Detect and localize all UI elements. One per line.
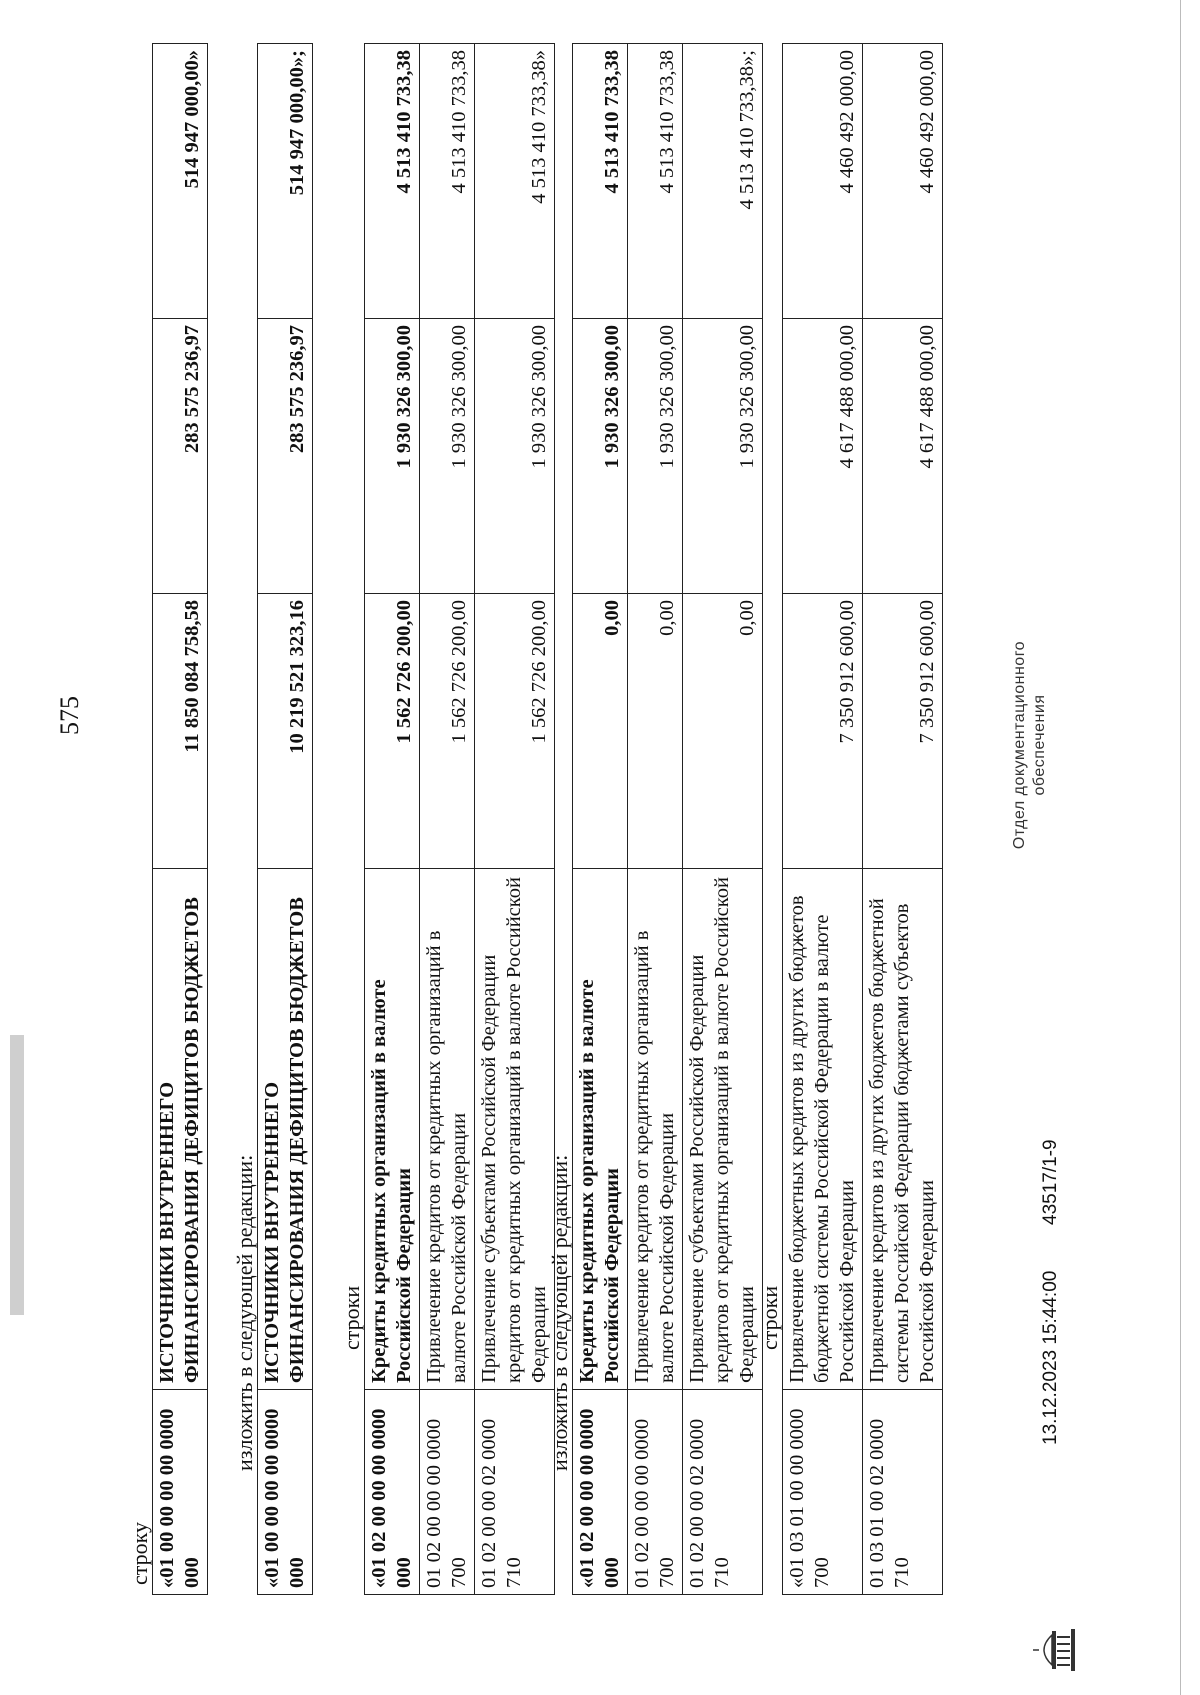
source-name-cell: Кредиты кредитных организаций в валюте Российской Федерации bbox=[573, 869, 628, 1390]
amount-2024-cell: 0,00 bbox=[573, 594, 628, 869]
amount-2024-cell: 7 350 912 600,00 bbox=[863, 594, 943, 869]
table-row bbox=[420, 44, 475, 1595]
amount-2024-cell: 1 562 726 200,00 bbox=[365, 594, 420, 869]
source-name-cell: Привлечение кредитов из других бюджетов бюджетной системы Российской Федерации бюджетами субъектов Российской Федерации bbox=[863, 869, 943, 1390]
table-row bbox=[365, 44, 420, 1595]
budget-code-cell: «01 03 01 00 00 0000 700 bbox=[783, 1390, 863, 1595]
table-row bbox=[783, 44, 863, 1595]
budget-code-cell: «01 00 00 00 00 0000 000 bbox=[153, 1390, 208, 1595]
table-budget-credits bbox=[782, 43, 943, 1595]
amount-2026-cell: 4 460 492 000,00 bbox=[783, 44, 863, 319]
budget-code-cell: 01 02 00 00 02 0000 710 bbox=[475, 1390, 555, 1595]
table-row bbox=[258, 44, 313, 1595]
amount-2024-cell: 0,00 bbox=[683, 594, 763, 869]
table-original-credits bbox=[364, 43, 555, 1595]
table-new-sources bbox=[257, 43, 313, 1595]
stamp-line-1: Отдел документационного bbox=[1011, 640, 1028, 850]
budget-code-cell: 01 03 01 00 02 0000 710 bbox=[863, 1390, 943, 1595]
amount-2024-cell: 1 562 726 200,00 bbox=[475, 594, 555, 869]
source-name-cell: Кредиты кредитных организаций в валюте Российской Федерации bbox=[365, 869, 420, 1390]
table-original-sources bbox=[152, 43, 208, 1595]
source-name-cell: ИСТОЧНИКИ ВНУТРЕННЕГО ФИНАНСИРОВАНИЯ ДЕФИЦИТОВ БЮДЖЕТОВ bbox=[153, 869, 208, 1390]
budget-code-cell: «01 02 00 00 00 0000 000 bbox=[365, 1390, 420, 1595]
table-row bbox=[153, 44, 208, 1595]
amount-2024-cell: 10 219 521 323,16 bbox=[258, 594, 313, 869]
source-name-cell: ИСТОЧНИКИ ВНУТРЕННЕГО ФИНАНСИРОВАНИЯ ДЕФИЦИТОВ БЮДЖЕТОВ bbox=[258, 869, 313, 1390]
source-name-cell: Привлечение бюджетных кредитов из других бюджетов бюджетной системы Российской Федерации в валюте Российской Федерации bbox=[783, 869, 863, 1390]
source-name-cell: Привлечение кредитов от кредитных организаций в валюте Российской Федерации bbox=[628, 869, 683, 1390]
phrase-stroki-1: строки bbox=[339, 1285, 364, 1350]
phrase-stroku: строку bbox=[127, 1521, 152, 1585]
source-name-cell: Привлечение кредитов от кредитных организаций в валюте Российской Федерации bbox=[420, 869, 475, 1390]
amount-2024-cell: 0,00 bbox=[628, 594, 683, 869]
budget-code-cell: 01 02 00 00 00 0000 700 bbox=[420, 1390, 475, 1595]
table-row bbox=[628, 44, 683, 1595]
department-stamp bbox=[1010, 595, 1050, 895]
amount-2025-cell: 4 617 488 000,00 bbox=[863, 319, 943, 594]
amount-2025-cell: 283 575 236,97 bbox=[258, 319, 313, 594]
table-new-credits bbox=[572, 43, 763, 1595]
budget-code-cell: «01 02 00 00 00 0000 000 bbox=[573, 1390, 628, 1595]
amount-2024-cell: 11 850 084 758,58 bbox=[153, 594, 208, 869]
duma-building-logo-icon bbox=[1030, 1625, 1080, 1675]
scan-edge-line bbox=[1180, 0, 1181, 1695]
source-name-cell: Привлечение субъектами Российской Федерации кредитов от кредитных организаций в валюте Российской Федерации bbox=[475, 869, 555, 1390]
source-name-cell: Привлечение субъектами Российской Федерации кредитов от кредитных организаций в валюте Российской Федерации bbox=[683, 869, 763, 1390]
amount-2026-cell: 4 513 410 733,38 bbox=[628, 44, 683, 319]
stamp-line-2: обеспечения bbox=[1031, 694, 1048, 796]
table-row bbox=[863, 44, 943, 1595]
phrase-stroki-2: строки bbox=[757, 1285, 782, 1350]
amount-2026-cell: 4 513 410 733,38»; bbox=[683, 44, 763, 319]
budget-code-cell: «01 00 00 00 00 0000 000 bbox=[258, 1390, 313, 1595]
table-row bbox=[475, 44, 555, 1595]
budget-code-cell: 01 02 00 00 02 0000 710 bbox=[683, 1390, 763, 1595]
budget-code-cell: 01 02 00 00 00 0000 700 bbox=[628, 1390, 683, 1595]
amount-2026-cell: 514 947 000,00»; bbox=[258, 44, 313, 319]
page-number: 575 bbox=[55, 696, 84, 735]
amount-2025-cell: 1 930 326 300,00 bbox=[628, 319, 683, 594]
phrase-izlozhit-2: изложить в следующей редакции: bbox=[547, 1154, 572, 1471]
amount-2026-cell: 4 513 410 733,38 bbox=[573, 44, 628, 319]
amount-2026-cell: 4 513 410 733,38 bbox=[365, 44, 420, 319]
table-row bbox=[683, 44, 763, 1595]
footer-doc-number: 43517/1-9 bbox=[1040, 1139, 1061, 1225]
footer-datetime: 13.12.2023 15:44:00 bbox=[1040, 1270, 1061, 1445]
amount-2025-cell: 4 617 488 000,00 bbox=[783, 319, 863, 594]
amount-2025-cell: 1 930 326 300,00 bbox=[420, 319, 475, 594]
amount-2025-cell: 1 930 326 300,00 bbox=[683, 319, 763, 594]
amount-2026-cell: 4 460 492 000,00 bbox=[863, 44, 943, 319]
phrase-izlozhit-1: изложить в следующей редакции: bbox=[232, 1154, 257, 1471]
scan-barcode-mark bbox=[10, 1035, 24, 1315]
amount-2026-cell: 514 947 000,00» bbox=[153, 44, 208, 319]
amount-2026-cell: 4 513 410 733,38» bbox=[475, 44, 555, 319]
amount-2025-cell: 1 930 326 300,00 bbox=[475, 319, 555, 594]
amount-2024-cell: 1 562 726 200,00 bbox=[420, 594, 475, 869]
amount-2026-cell: 4 513 410 733,38 bbox=[420, 44, 475, 319]
amount-2024-cell: 7 350 912 600,00 bbox=[783, 594, 863, 869]
amount-2025-cell: 1 930 326 300,00 bbox=[573, 319, 628, 594]
amount-2025-cell: 283 575 236,97 bbox=[153, 319, 208, 594]
amount-2025-cell: 1 930 326 300,00 bbox=[365, 319, 420, 594]
table-row bbox=[573, 44, 628, 1595]
